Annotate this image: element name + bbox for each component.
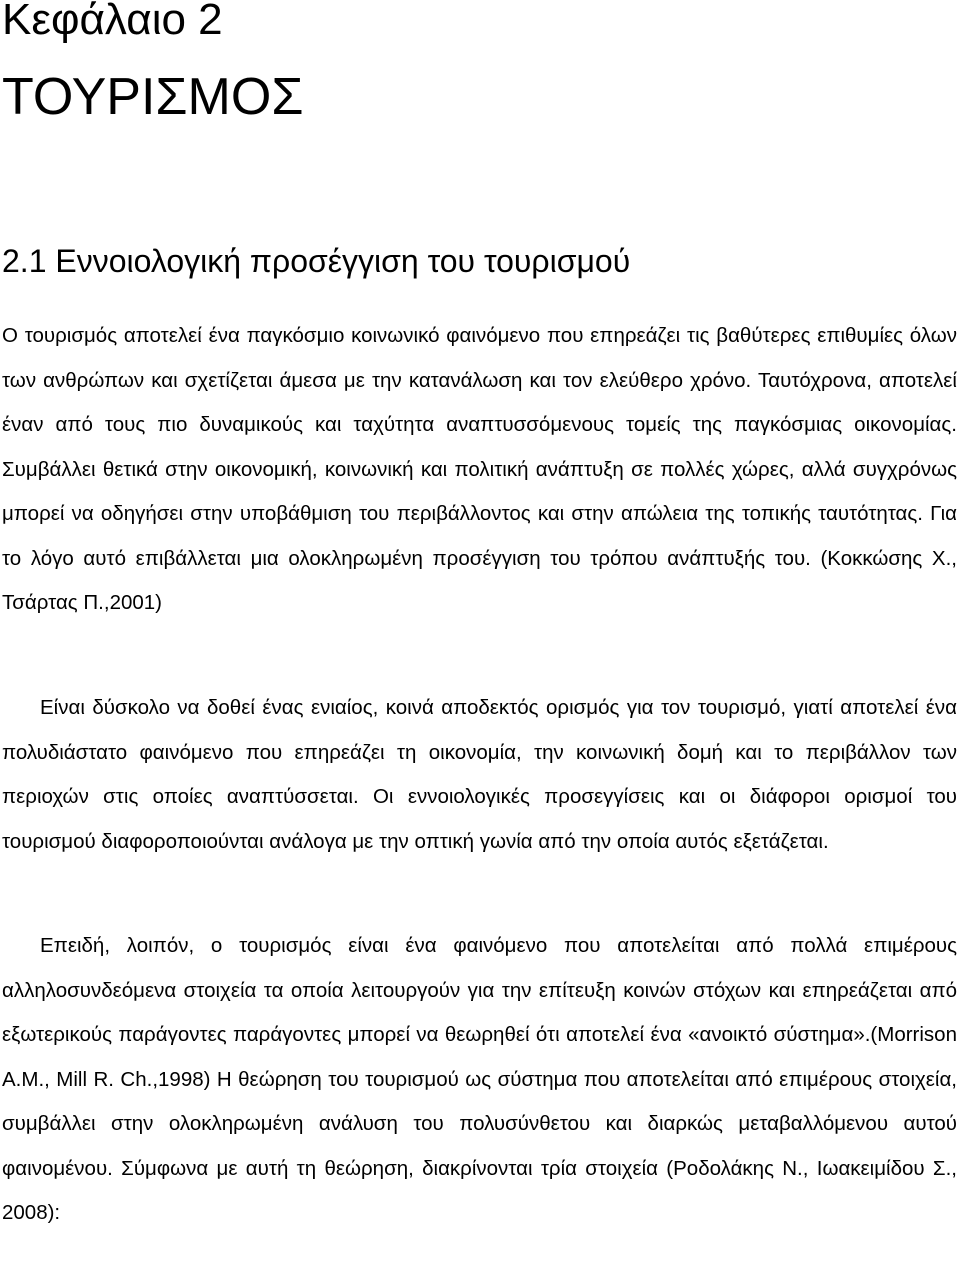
- chapter-title: ΤΟΥΡΙΣΜΟΣ: [2, 68, 304, 126]
- paragraph-definition: Είναι δύσκολο να δοθεί ένας ενιαίος, κοινά αποδεκτός ορισμός για τον τουρισμό, γιατί αποτελεί ένα πολυδιάστατο φαινόμενο που επηρεάζει τη οικονομία, την κοινωνική δομή και το περιβάλλον των περιοχών στις οποίες αναπτύσσεται. Οι εννοιολογικές προσεγγίσεις και οι διάφοροι ορισμοί του τουρισμού διαφοροποιούνται ανάλογα με την οπτική γωνία από την οποία αυτός εξετάζεται.: [2, 696, 957, 853]
- paragraph-intro: Ο τουρισμός αποτελεί ένα παγκόσμιο κοινωνικό φαινόμενο που επηρεάζει τις βαθύτερες επιθυμίες όλων των ανθρώπων και σχετίζεται άμεσα με την κατανάλωση και τον ελεύθερο χρόνο. Ταυτόχρονα, αποτελεί έναν από τους πιο δυναμικούς και ταχύτητα αναπτυσσόμενους τομείς της παγκόσμιας οικονομίας. Συμβάλλει θετικά στην οικονομική, κοινωνική και πολιτική ανάπτυξη σε πολλές χώρες, αλλά συγχρόνως μπορεί να οδηγήσει στην υποβάθμιση του περιβάλλοντος και στην απώλεια της τοπικής ταυτότητας. Για το λόγο αυτό επιβάλλεται μια ολοκληρωμένη προσέγγιση του τρόπου ανάπτυξής του. (Κοκκώσης Χ., Τσάρτας Π.,2001): [2, 324, 957, 614]
- chapter-heading: Κεφάλαιο 2: [2, 0, 223, 44]
- paragraph-system: Επειδή, λοιπόν, ο τουρισμός είναι ένα φαινόμενο που αποτελείται από πολλά επιμέρους αλληλοσυνδεόμενα στοιχεία τα οποία λειτουργούν για την επίτευξη κοινών στόχων και επηρεάζεται από εξωτερικούς παράγοντες παράγοντες μπορεί να θεωρηθεί ότι αποτελεί ένα «ανοικτό σύστημα».(Morrison A.M., Mill R. Ch.,1998) Η θεώρηση του τουρισμού ως σύστημα που αποτελείται από επιμέρους στοιχεία, συμβάλλει στην ολοκληρωμένη ανάλυση του πολυσύνθετου και διαρκώς μεταβαλλόμενου αυτού φαινομένου. Σύμφωνα με αυτή τη θεώρηση, διακρίνονται τρία στοιχεία (Ροδολάκης Ν., Ιωακειμίδου Σ., 2008):: [2, 934, 957, 1224]
- section-heading: 2.1 Εννοιολογική προσέγγιση του τουρισμού: [2, 243, 631, 279]
